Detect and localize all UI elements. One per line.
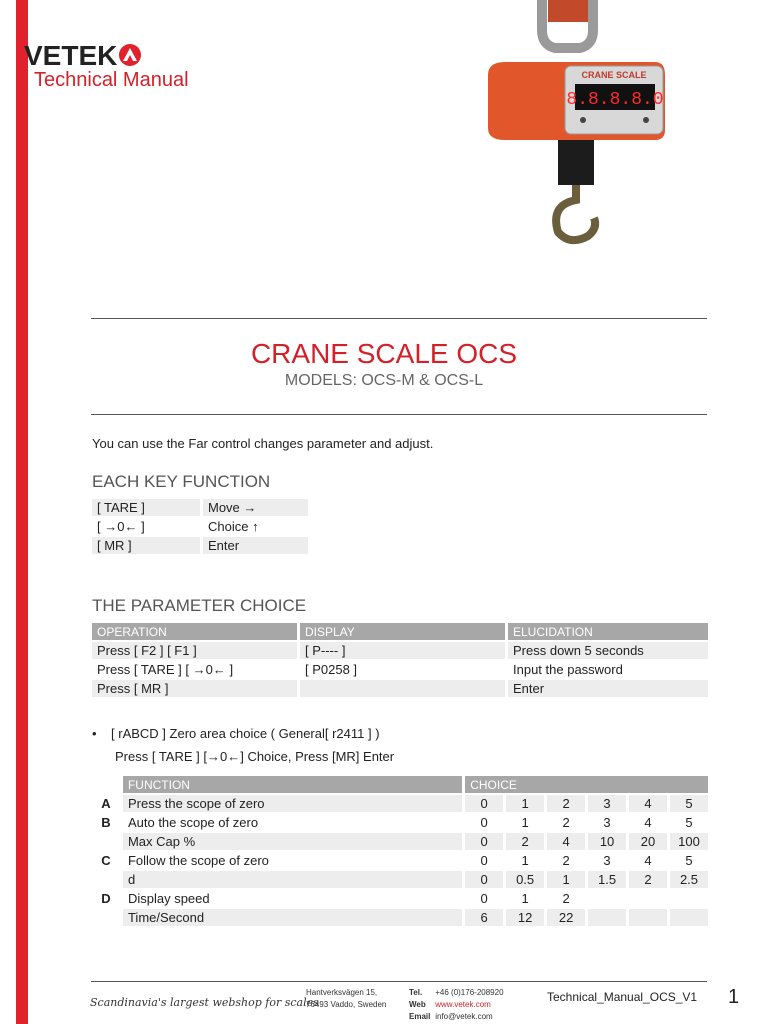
function-choice-table <box>89 774 711 928</box>
row-letter: D <box>92 890 120 907</box>
web-label: Web <box>409 1000 426 1009</box>
bullet-marker: • <box>92 726 97 741</box>
address-line: Hantverksvägen 15, <box>306 988 378 997</box>
table-row <box>92 537 308 554</box>
table-header-row <box>92 623 708 640</box>
choice-cell: 20 <box>629 833 667 850</box>
email-label: Email <box>409 1012 431 1021</box>
choice-cell: 1.5 <box>588 871 626 888</box>
choice-cell: 0 <box>465 852 503 869</box>
choice-cell: 2 <box>547 814 585 831</box>
row-letter: C <box>92 852 120 869</box>
key-function-cell: Move → <box>203 499 308 516</box>
zero-area-note <box>92 726 380 741</box>
function-cell: Follow the scope of zero <box>123 852 462 869</box>
choice-cell: 1 <box>506 814 544 831</box>
table-row <box>92 499 308 516</box>
key-cell: [ →0← ] <box>92 518 200 535</box>
key-function-cell: Choice ↑ <box>203 518 308 535</box>
footer-divider <box>91 981 707 982</box>
choice-cell: 2 <box>629 871 667 888</box>
choice-cell: 4 <box>629 852 667 869</box>
column-header: DISPLAY <box>300 623 505 640</box>
choice-cell: 4 <box>547 833 585 850</box>
row-letter: B <box>92 814 120 831</box>
table-row <box>92 890 708 907</box>
table-row <box>92 642 708 659</box>
zero-note-line2: Press [ TARE ] [→0←] Choice, Press [MR] Enter <box>115 749 395 764</box>
choice-cell: 100 <box>670 833 708 850</box>
table-row <box>92 909 708 926</box>
table-row <box>92 680 708 697</box>
row-letter: A <box>92 795 120 812</box>
choice-cell: 3 <box>588 814 626 831</box>
column-header: FUNCTION <box>123 776 462 793</box>
table-cell <box>300 680 505 697</box>
function-cell: d <box>123 871 462 888</box>
address-line: 76493 Vaddo, Sweden <box>306 1000 387 1009</box>
choice-cell: 0 <box>465 890 503 907</box>
table-cell: Press [ MR ] <box>92 680 297 697</box>
table-row <box>92 795 708 812</box>
row-letter <box>92 909 120 926</box>
choice-cell <box>670 890 708 907</box>
web-link[interactable]: www.vetek.com <box>435 1000 491 1009</box>
key-cell: [ TARE ] <box>92 499 200 516</box>
models-subtitle: MODELS: OCS-M & OCS-L <box>284 372 484 389</box>
choice-cell: 3 <box>588 852 626 869</box>
choice-cell: 1 <box>547 871 585 888</box>
logo-mark-icon <box>118 43 142 67</box>
row-letter <box>92 871 120 888</box>
intro-text: You can use the Far control changes parameter and adjust. <box>92 436 434 451</box>
zero-note-line1: [ rABCD ] Zero area choice ( General[ r2411 ] ) <box>111 726 380 741</box>
table-row <box>92 814 708 831</box>
choice-cell: 3 <box>588 795 626 812</box>
function-cell: Auto the scope of zero <box>123 814 462 831</box>
choice-cell: 4 <box>629 795 667 812</box>
tel-label: Tel. <box>409 988 423 997</box>
table-cell: Press down 5 seconds <box>508 642 708 659</box>
table-row <box>92 871 708 888</box>
table-cell: Input the password <box>508 661 708 678</box>
table-row <box>92 661 708 678</box>
choice-cell: 12 <box>506 909 544 926</box>
key-function-heading: EACH KEY FUNCTION <box>92 472 271 491</box>
tel-value: +46 (0)176-208920 <box>435 988 504 997</box>
footer-address <box>306 987 386 1011</box>
column-header: CHOICE <box>465 776 708 793</box>
page-number: 1 <box>728 986 740 1008</box>
choice-cell: 10 <box>588 833 626 850</box>
table-cell: Press [ F2 ] [ F1 ] <box>92 642 297 659</box>
footer-contact <box>409 987 504 1023</box>
column-header: OPERATION <box>92 623 297 640</box>
choice-cell: 6 <box>465 909 503 926</box>
scale-display-text: 8.8.8.8.0 <box>566 90 664 110</box>
choice-cell: 0 <box>465 795 503 812</box>
choice-cell <box>588 890 626 907</box>
document-subtitle: Technical Manual <box>34 69 189 91</box>
logo-text: VETEK <box>24 40 118 71</box>
column-header: ELUCIDATION <box>508 623 708 640</box>
key-function-cell: Enter <box>203 537 308 554</box>
choice-cell: 0 <box>465 833 503 850</box>
email-link[interactable]: info@vetek.com <box>435 1012 493 1021</box>
parameter-table <box>89 621 711 699</box>
scale-label-text: CRANE SCALE <box>581 70 647 80</box>
choice-cell <box>588 909 626 926</box>
table-header-row <box>92 776 708 793</box>
table-row <box>92 833 708 850</box>
choice-cell <box>629 890 667 907</box>
choice-cell <box>629 909 667 926</box>
red-side-bar <box>16 0 28 1024</box>
table-row <box>92 518 308 535</box>
divider <box>91 318 707 319</box>
choice-cell: 5 <box>670 795 708 812</box>
key-cell: [ MR ] <box>92 537 200 554</box>
choice-cell: 0 <box>465 814 503 831</box>
choice-cell: 1 <box>506 852 544 869</box>
crane-scale-photo <box>470 0 720 250</box>
choice-cell: 0 <box>465 871 503 888</box>
row-letter <box>92 833 120 850</box>
table-cell: [ P---- ] <box>300 642 505 659</box>
choice-cell: 4 <box>629 814 667 831</box>
choice-cell: 2 <box>547 890 585 907</box>
footer-slogan: Scandinavia's largest webshop for scales <box>90 996 319 1009</box>
choice-cell: 22 <box>547 909 585 926</box>
key-function-table <box>89 497 311 556</box>
choice-cell: 2 <box>506 833 544 850</box>
parameter-choice-heading: THE PARAMETER CHOICE <box>92 596 307 615</box>
function-cell: Display speed <box>123 890 462 907</box>
table-cell: Enter <box>508 680 708 697</box>
document-id: Technical_Manual_OCS_V1 <box>547 990 698 1004</box>
choice-cell: 1 <box>506 795 544 812</box>
choice-cell: 1 <box>506 890 544 907</box>
choice-cell: 2 <box>547 795 585 812</box>
choice-cell <box>670 909 708 926</box>
table-cell: [ P0258 ] <box>300 661 505 678</box>
choice-cell: 5 <box>670 814 708 831</box>
table-row <box>92 852 708 869</box>
function-cell: Time/Second <box>123 909 462 926</box>
function-cell: Press the scope of zero <box>123 795 462 812</box>
choice-cell: 2 <box>547 852 585 869</box>
choice-cell: 2.5 <box>670 871 708 888</box>
vetek-logo <box>24 40 142 72</box>
divider <box>91 414 707 415</box>
table-cell: Press [ TARE ] [ →0← ] <box>92 661 297 678</box>
choice-cell: 5 <box>670 852 708 869</box>
choice-cell: 0.5 <box>506 871 544 888</box>
document-title: CRANE SCALE OCS <box>250 338 518 369</box>
function-cell: Max Cap % <box>123 833 462 850</box>
